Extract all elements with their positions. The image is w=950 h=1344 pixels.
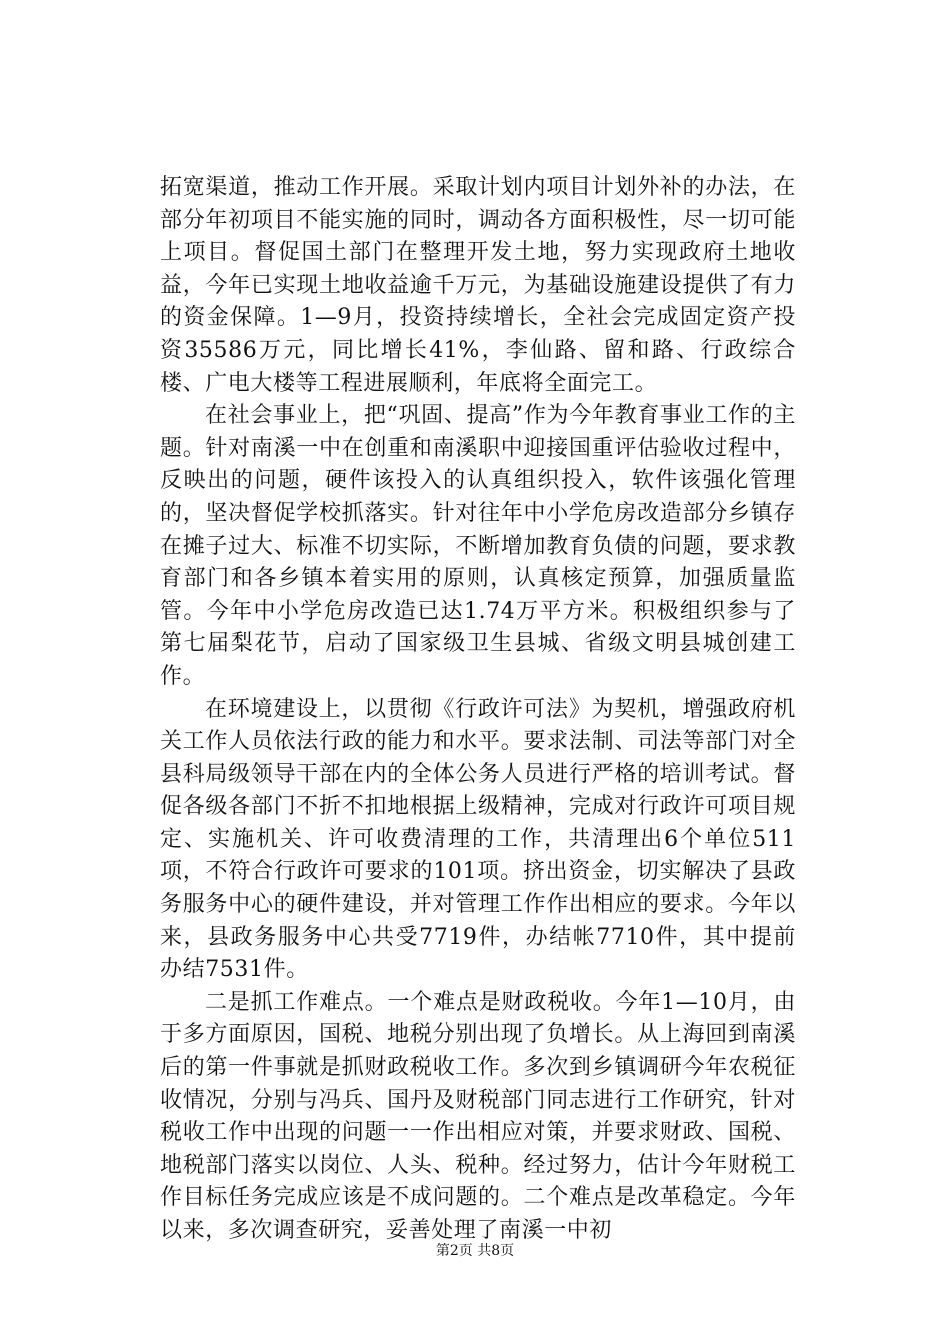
paragraph-1: 拓宽渠道，推动工作开展。采取计划内项目计划外补的办法，在部分年初项目不能实施的同时，调动各方面积极性，尽一切可能上项目。督促国土部门在整理开发土地，努力实现政府土地收益，今年已实现土地收益逾千万元，为基础设施建设提供了有力的资金保障。1—9月，投资持续增长，全社会完成固定资产投资35586万元，同比增长41%，李仙路、留和路、行政综合楼、广电大楼等工程进展顺利，年底将全面完工。	[160, 175, 796, 396]
paragraph-3: 在环境建设上，以贯彻《行政许可法》为契机，增强政府机关工作人员依法行政的能力和水平。要求法制、司法等部门对全县科局级领导干部在内的全体公务人员进行严格的培训考试。督促各级各部门不折不扣地根据上级精神，完成对行政许可项目规定、实施机关、许可收费清理的工作，共清理出6个单位511项，不符合行政许可要求的101项。挤出资金，切实解决了县政务服务中心的硬件建设，并对管理工作作出相应的要求。今年以来，县政务服务中心共受7719件，办结帐7710件，其中提前办结7531件。	[160, 696, 796, 983]
document-body	[160, 172, 796, 1248]
paragraph-2: 在社会事业上，把“巩固、提高”作为今年教育事业工作的主题。针对南溪一中在创重和南溪职中迎接国重评估验收过程中，反映出的问题，硬件该投入的认真组织投入，软件该强化管理的，坚决督促学校抓落实。针对往年中小学危房改造部分乡镇存在摊子过大、标准不切实际，不断增加教育负债的问题，要求教育部门和各乡镇本着实用的原则，认真核定预算，加强质量监管。今年中小学危房改造已达1.74万平方米。积极组织参与了第七届梨花节，启动了国家级卫生县城、省级文明县城创建工作。	[160, 403, 796, 689]
page-number-label: 第2页 共8页	[435, 1243, 515, 1259]
page-footer	[0, 1241, 950, 1261]
paragraph-4: 二是抓工作难点。一个难点是财政税收。今年1—10月，由于多方面原因，国税、地税分别出现了负增长。从上海回到南溪后的第一件事就是抓财政税收工作。多次到乡镇调研今年农税征收情况，分别与冯兵、国丹及财税部门同志进行工作研究，针对税收工作中出现的问题一一作出相应对策，并要求财政、国税、地税部门落实以岗位、人头、税种。经过努力，估计今年财税工作目标任务完成应该是不成问题的。二个难点是改革稳定。今年以来，多次调查研究，妥善处理了南溪一中初	[160, 989, 796, 1243]
